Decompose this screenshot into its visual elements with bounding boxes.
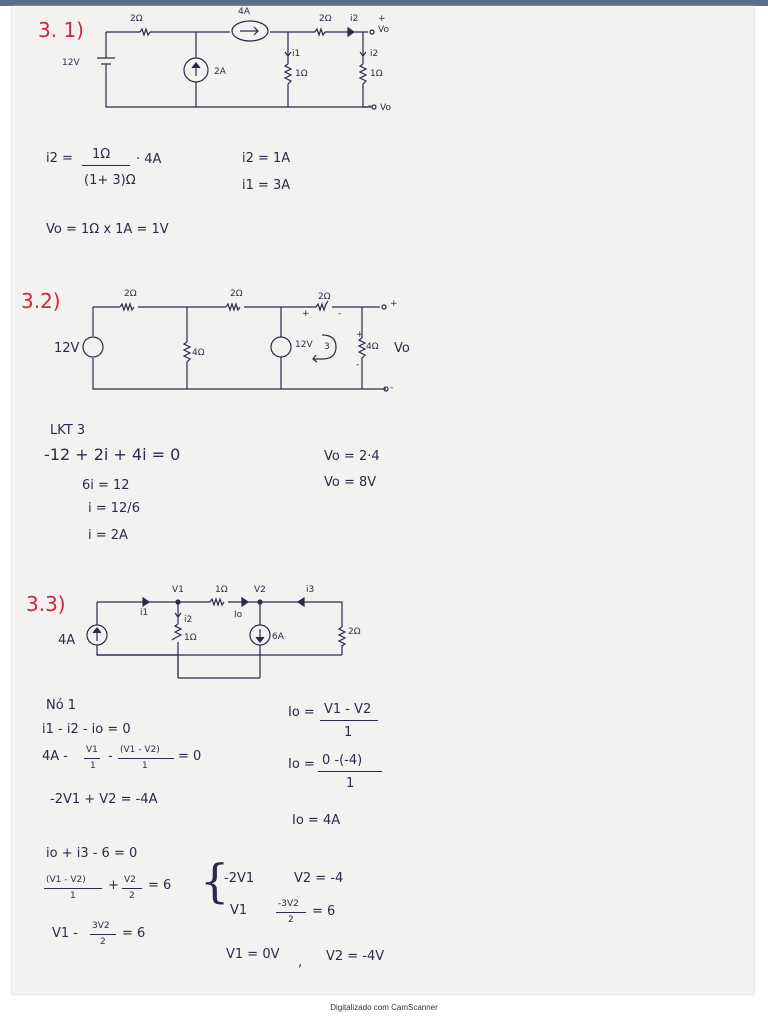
output-voltage-label: Vo: [394, 341, 410, 356]
equation-part: = 6: [122, 926, 146, 941]
io-lhs: Io =: [288, 757, 315, 772]
equation-numerator: (V1 - V2): [46, 875, 86, 885]
fraction-bar: [84, 758, 100, 759]
fraction-bar: [276, 912, 306, 913]
equation-numerator: V1: [86, 745, 98, 755]
resistor-label: 2Ω: [124, 289, 137, 299]
fraction-bar: [82, 165, 130, 166]
comma: ,: [298, 955, 303, 970]
v2-result: V2 = -4V: [326, 949, 385, 964]
polarity-minus: -: [368, 101, 372, 111]
fraction-bar: [118, 758, 174, 759]
vo-result: Vo = 8V: [324, 475, 377, 490]
equation-part: -: [108, 749, 113, 764]
i2-denominator: (1+ 3)Ω: [84, 173, 136, 188]
current-source-label: 2A: [214, 67, 226, 77]
kvl-equation: -12 + 2i + 4i = 0: [44, 445, 181, 464]
equation-part: = 0: [178, 749, 202, 764]
polarity-plus: +: [378, 14, 386, 24]
current-source-label: 6A: [272, 632, 284, 642]
polarity-minus: -: [338, 309, 342, 319]
loop-label: 3: [324, 342, 330, 352]
resistor-label: 2Ω: [318, 292, 331, 302]
equation-denominator: 1: [70, 891, 76, 901]
equation-numerator: (V1 - V2): [120, 745, 160, 755]
resistor-label: 1Ω: [295, 69, 308, 79]
system-denominator: 2: [288, 915, 294, 925]
section-3-3-heading: 3.3): [26, 592, 66, 616]
resistor-label: 2Ω: [130, 14, 143, 24]
output-terminal-label: Vo: [380, 103, 391, 113]
voltage-source-label: 12V: [62, 58, 80, 68]
polarity-plus: +: [356, 330, 364, 340]
output-minus: -: [390, 383, 394, 393]
node-label: V2: [254, 585, 266, 595]
current-source-label: 4A: [58, 633, 76, 648]
io-denominator: 1: [344, 725, 353, 740]
i2-result: i2 = 1A: [242, 151, 291, 166]
equation-part: +: [108, 878, 119, 893]
polarity-minus: -: [356, 360, 360, 370]
equation-part: V1 -: [52, 926, 78, 941]
vo-equation: Vo = 1Ω x 1A = 1V: [46, 222, 169, 237]
equation-result: -2V1 + V2 = -4A: [50, 792, 158, 807]
equation-part: = 6: [148, 878, 172, 893]
resistor-label: 2Ω: [319, 14, 332, 24]
fraction-bar: [320, 720, 378, 721]
node-heading: Nó 1: [46, 698, 77, 713]
current-source-label: 4A: [238, 7, 250, 17]
equation-part: 4A -: [42, 749, 68, 764]
system-term: V2 = -4: [294, 871, 344, 886]
output-plus: +: [390, 299, 398, 309]
polarity-plus: +: [302, 309, 310, 319]
i1-result: i1 = 3A: [242, 178, 291, 193]
system-term: -2V1: [224, 871, 255, 886]
system-term: = 6: [312, 904, 336, 919]
equation-denominator: 1: [142, 761, 148, 771]
vo-equation: Vo = 2·4: [324, 449, 380, 464]
fraction-bar: [44, 888, 102, 889]
resistor-label: 4Ω: [192, 348, 205, 358]
v1-result: V1 = 0V: [226, 947, 280, 962]
scanned-page: [12, 6, 754, 994]
io-numerator: V1 - V2: [324, 702, 372, 717]
equation-numerator: 3V2: [92, 921, 110, 931]
equation-denominator: 2: [129, 891, 135, 901]
equation-denominator: 2: [100, 937, 106, 947]
equation-numerator: V2: [124, 875, 136, 885]
resistor-label: 2Ω: [230, 289, 243, 299]
i2-multiplier: · 4A: [136, 152, 162, 167]
i2-numerator: 1Ω: [92, 147, 111, 162]
resistor-label: 1Ω: [215, 585, 228, 595]
scanner-watermark: Digitalizado com CamScanner: [330, 1003, 438, 1012]
fraction-bar: [90, 934, 116, 935]
io-lhs: Io =: [288, 705, 315, 720]
circuit-3-3: [87, 598, 345, 678]
equation-denominator: 1: [90, 761, 96, 771]
system-term: V1: [230, 903, 248, 918]
resistor-label: 1Ω: [370, 69, 383, 79]
current-label: i2: [184, 615, 193, 625]
current-label: i2: [350, 14, 359, 24]
i2-lhs: i2 =: [46, 151, 73, 166]
node-label: V1: [172, 585, 184, 595]
output-terminal-label: Vo: [378, 25, 389, 35]
voltage-source-label: 12V: [295, 340, 313, 350]
resistor-label: 2Ω: [348, 627, 361, 637]
voltage-source-label: 12V: [54, 341, 80, 356]
system-numerator: -3V2: [278, 899, 299, 909]
lkt-heading: LKT 3: [50, 423, 86, 438]
section-3-2-heading: 3.2): [21, 289, 61, 313]
io-result: Io = 4A: [292, 813, 341, 828]
circuit-3-2: [83, 301, 388, 391]
io-numerator: 0 -(-4): [322, 753, 363, 768]
resistor-label: 1Ω: [184, 633, 197, 643]
kcl-equation: io + i3 - 6 = 0: [46, 846, 138, 861]
section-3-1-heading: 3. 1): [38, 18, 84, 42]
resistor-label: 4Ω: [366, 342, 379, 352]
current-label: Io: [234, 610, 243, 620]
equation-step: i = 12/6: [88, 501, 140, 516]
equation-step: 6i = 12: [82, 478, 130, 493]
fraction-bar: [318, 771, 382, 772]
kcl-equation: i1 - i2 - io = 0: [42, 722, 131, 737]
system-brace: {: [200, 854, 230, 908]
fraction-bar: [122, 888, 142, 889]
current-label: i1: [292, 49, 301, 59]
current-label: i3: [306, 585, 315, 595]
current-label: i2: [370, 49, 379, 59]
current-label: i1: [140, 608, 149, 618]
io-denominator: 1: [346, 776, 355, 791]
equation-result: i = 2A: [88, 528, 128, 543]
